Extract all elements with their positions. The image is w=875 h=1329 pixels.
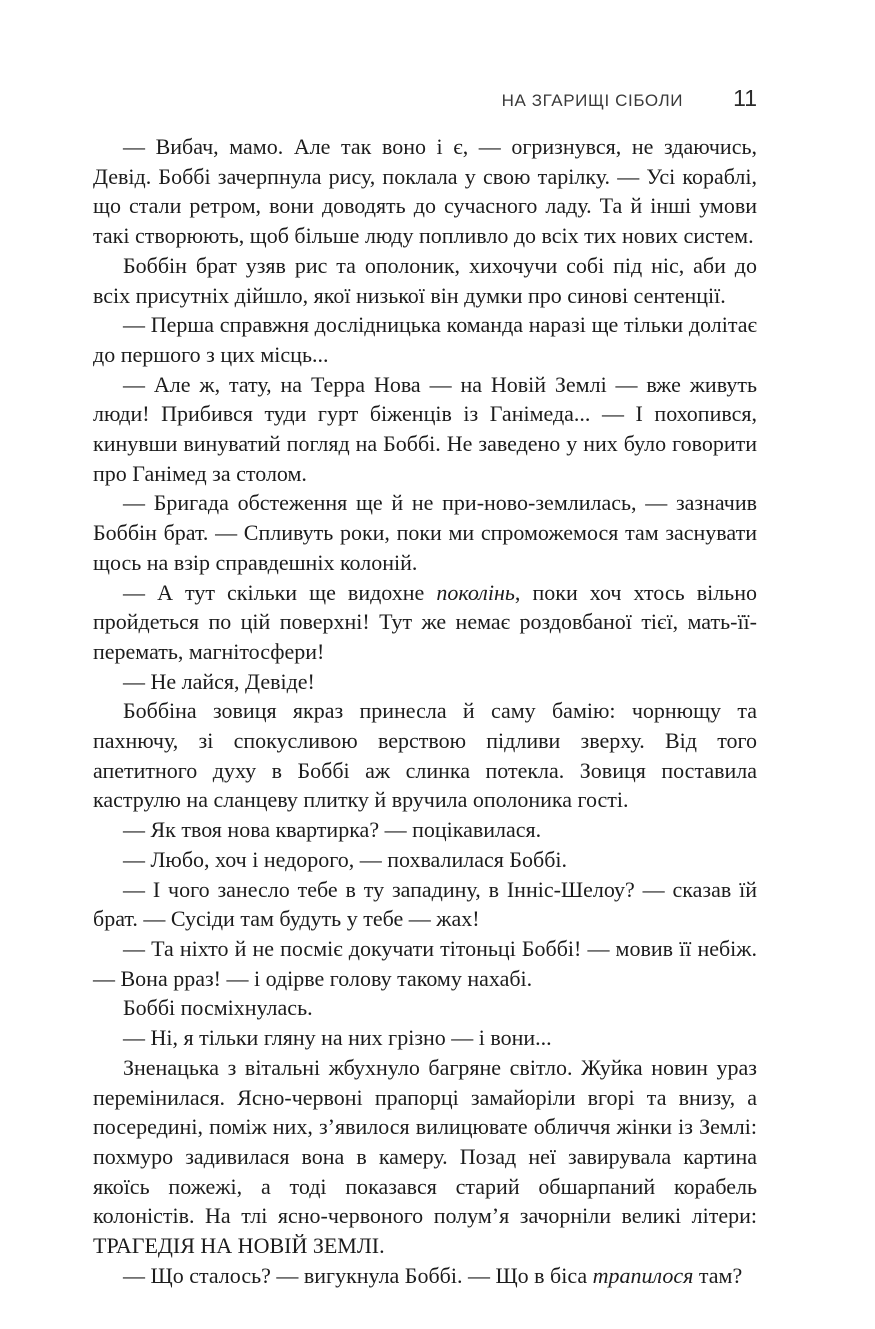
paragraph	[93, 1261, 757, 1291]
text-run: — Не лайся, Девіде!	[123, 668, 315, 694]
running-header	[93, 85, 757, 112]
text-run: — І чого занесло тебе в ту западину, в Інніс-Шелоу? — сказав їй брат. — Сусіди там будуть у тебе — жах!	[93, 876, 757, 932]
paragraph	[93, 310, 757, 369]
italic-text-run: трапилося	[592, 1262, 694, 1288]
paragraph	[93, 845, 757, 875]
text-run: — Ні, я тільки гляну на них грізно — і вони...	[123, 1025, 552, 1051]
text-run: — Як твоя нова квартирка? — поцікавилася.	[123, 817, 542, 843]
text-run: — Вибач, мамо. Але так воно і є, — огризнувся, не здаючись, Девід. Боббі зачерпнула рису, поклала у свою тарілку. — Усі кораблі, що стали ретром, вони доводять до сучасного ладу. Та й інші умови такі створюють, щоб більше люду попливло до всіх тих нових систем.	[93, 134, 757, 249]
text-run: — Та ніхто й не посміє докучати тітоньці Боббі! — мовив її небіж. — Вона рраз! — і одірве голову такому нахабі.	[93, 935, 757, 991]
paragraph	[93, 132, 757, 251]
paragraph	[93, 934, 757, 993]
paragraph	[93, 875, 757, 934]
paragraph	[93, 251, 757, 310]
running-title: НА ЗГАРИЩІ СІБОЛИ	[501, 91, 684, 110]
paragraph	[93, 488, 757, 577]
paragraph	[93, 1023, 757, 1053]
paragraph	[93, 370, 757, 489]
italic-text-run: поколінь	[436, 579, 515, 605]
text-run: — Любо, хоч і недорого, — похвалилася Боббі.	[123, 846, 568, 872]
text-run: — Що сталось? — вигукнула Боббі. — Що в біса	[123, 1262, 593, 1288]
text-run: Зненацька з вітальні жбухнуло багряне світло. Жуйка новин ураз перемінилася. Ясно-червоні прапорці замайоріли вгорі та внизу, а посередині, поміж них, з’явилося вилицювате обличчя жінки із Землі: похмуро задивилася вона в камеру. Позад неї завирувала картина якоїсь пожежі, а тоді показався старий обшарпаний корабель колоністів. На тлі ясно-червоного полум’я зачорніли великі літери: ТРАГЕДІЯ НА НОВІЙ ЗЕМЛІ.	[93, 1054, 757, 1259]
page-body	[93, 132, 757, 1290]
text-run: Боббіна зовиця якраз принесла й саму бамію: чорнющу та пахнючу, зі спокусливою верствою підливи зверху. Від того апетитного духу в Боббі аж слинка потекла. Зовиця поставила каструлю на сланцеву плитку й вручила ополоника гості.	[93, 698, 757, 813]
text-run: — Перша справжня дослідницька команда наразі ще тільки долітає до першого з цих місць...	[93, 312, 757, 367]
text-run: — Але ж, тату, на Терра Нова — на Новій Землі — вже живуть люди! Прибився туди гурт біженців із Ганімеда... — І похопився, кинувши винуватий погляд на Боббі. Не заведено у них було говорити про Ганімед за столом.	[93, 371, 757, 486]
text-run: , поки хоч хтось вільно пройдеться по цій поверхні! Тут же немає роздовбаної тієї, мать-її-перемать, магнітосфери!	[93, 579, 757, 664]
text-run: — А тут скільки ще видохне	[123, 579, 437, 605]
text-run: Боббі посміхнулась.	[123, 995, 313, 1021]
paragraph	[93, 696, 757, 815]
text-run: там?	[693, 1262, 743, 1288]
paragraph	[93, 815, 757, 845]
paragraph	[93, 667, 757, 697]
page-number: 11	[733, 85, 757, 111]
text-run: — Бригада обстеження ще й не при-ново-землилась, — зазначив Боббін брат. — Спливуть роки, поки ми спроможемося там заснувати щось на взір справдешніх колоній.	[93, 490, 757, 575]
paragraph	[93, 578, 757, 667]
text-run: Боббін брат узяв рис та ополоник, хихочучи собі під ніс, аби до всіх присутніх дійшло, якої низької він думки про синові сентенції.	[93, 252, 757, 308]
paragraph	[93, 993, 757, 1023]
paragraph	[93, 1053, 757, 1261]
